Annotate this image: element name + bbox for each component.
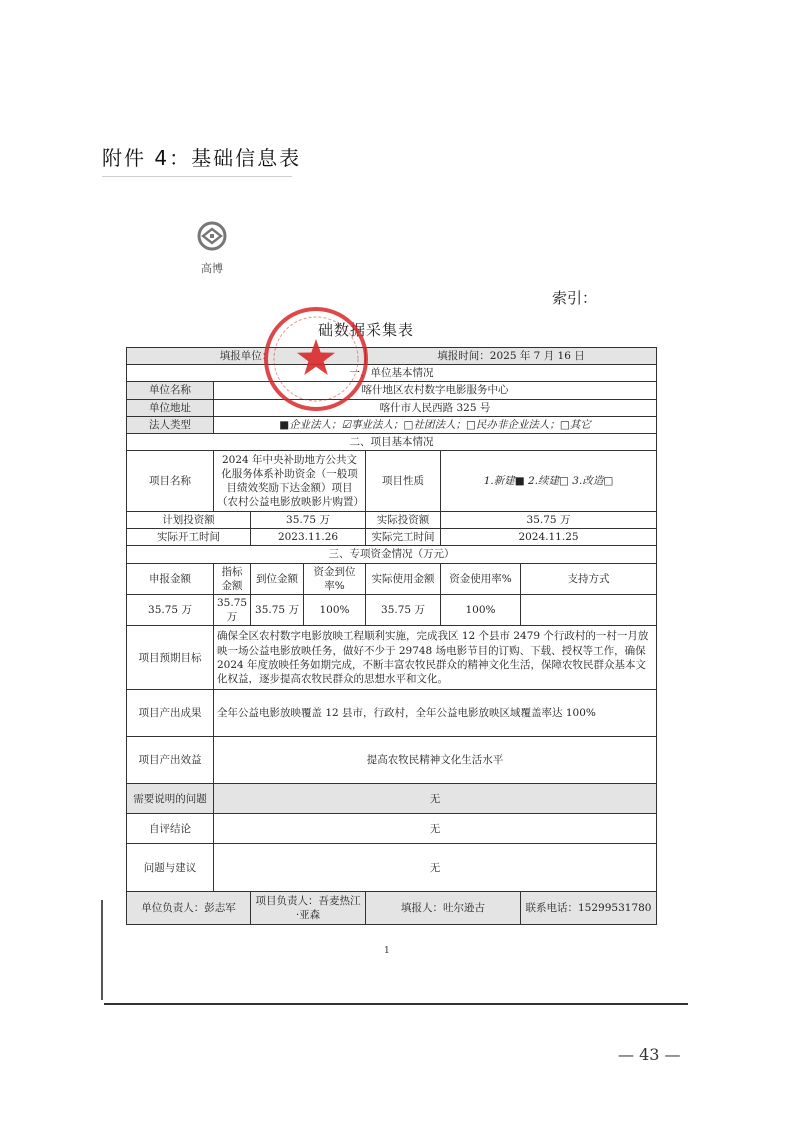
project-nature-label: 项目性质 (366, 451, 441, 512)
unit-address-value: 喀什市人民西路 325 号 (214, 399, 657, 416)
funds-value-cell (521, 594, 657, 625)
output-label: 项目产出成果 (127, 690, 214, 737)
scan-edge-line (101, 900, 103, 1000)
legal-type-label: 法人类型 (127, 416, 214, 433)
index-label: 索引： (552, 289, 598, 307)
logo-text: 高博 (201, 262, 223, 275)
page-number: 1 (384, 946, 390, 956)
section-funds-title: 三、专项资金情况（万元） (127, 546, 657, 563)
unit-address-label: 单位地址 (127, 399, 214, 416)
funds-header-cell: 指标金额 (214, 563, 251, 594)
logo (190, 220, 234, 276)
start-date-label: 实际开工时间 (127, 529, 251, 546)
logo-mark-icon (192, 220, 232, 254)
unit-head: 单位负责人：彭志军 (127, 892, 251, 925)
section-project-title: 二、项目基本情况 (127, 433, 657, 450)
goals-label: 项目预期目标 (127, 626, 214, 690)
goals-value: 确保全区农村数字电影放映工程顺利实施，完成我区 12 个县市 2479 个行政村的一村一月放映一场公益电影放映任务，做好不少于 29748 场电影节目的订购、下载、授权等工作，确保 2024 年度放映任务如期完成，不断丰富农牧民群众的精神文化生活，保障农牧民群众基本文化权益，逐步提高农牧民群众的思想水平和文化。 (214, 626, 657, 690)
funds-value-cell: 35.75 万 (366, 594, 441, 625)
issues-value: 无 (214, 784, 657, 814)
legal-type-options: ■企业法人；☑事业法人；□社团法人；□民办非企业法人；□其它 (214, 416, 657, 433)
funds-value-cell: 35.75 万 (251, 594, 304, 625)
suggestions-value: 无 (214, 844, 657, 892)
start-date-value: 2023.11.26 (251, 529, 366, 546)
funds-header-cell: 资金使用率% (441, 563, 521, 594)
funds-header-row (127, 563, 657, 594)
funds-header-cell: 资金到位率% (304, 563, 366, 594)
funds-value-cell: 100% (304, 594, 366, 625)
actual-investment-value: 35.75 万 (441, 512, 657, 529)
contact-phone: 联系电话：15299531780 (521, 892, 657, 925)
unit-name-value: 喀什地区农村数字电影服务中心 (214, 382, 657, 399)
heading-underline (102, 176, 292, 177)
issues-label: 需要说明的问题 (127, 784, 214, 814)
end-date-label: 实际完工时间 (366, 529, 441, 546)
funds-header-cell: 申报金额 (127, 563, 214, 594)
funds-header-cell: 支持方式 (521, 563, 657, 594)
end-date-value: 2024.11.25 (441, 529, 657, 546)
basic-info-table (126, 347, 657, 925)
section-unit-title: 一、单位基本情况 (127, 365, 657, 382)
report-unit-label: 填报单位： (127, 348, 366, 365)
funds-value-cell: 35.75 万 (214, 594, 251, 625)
filler-name: 填报人：吐尔逊古 (366, 892, 521, 925)
signature-row (127, 892, 657, 925)
project-head: 项目负责人：吾麦热江·亚森 (251, 892, 366, 925)
footer-page-number: — 43 — (618, 1045, 681, 1064)
funds-header-cell: 实际使用金额 (366, 563, 441, 594)
planned-investment-label: 计划投资额 (127, 512, 251, 529)
funds-value-row (127, 594, 657, 625)
benefit-label: 项目产出效益 (127, 737, 214, 784)
funds-value-cell: 100% (441, 594, 521, 625)
conclusion-label: 自评结论 (127, 814, 214, 844)
output-value: 全年公益电影放映覆盖 12 县市，行政村，全年公益电影放映区域覆盖率达 100% (214, 690, 657, 737)
benefit-value: 提高农牧民精神文化生活水平 (214, 737, 657, 784)
report-time: 填报时间：2025 年 7 月 16 日 (366, 348, 657, 365)
unit-name-label: 单位名称 (127, 382, 214, 399)
scan-bottom-rule (104, 1003, 688, 1005)
form-title: 础数据采集表 (318, 321, 415, 339)
attachment-heading: 附件 4：基础信息表 (102, 146, 302, 170)
planned-investment-value: 35.75 万 (251, 512, 366, 529)
conclusion-value: 无 (214, 814, 657, 844)
actual-investment-label: 实际投资额 (366, 512, 441, 529)
project-nature-value: 1.新建■ 2.续建□ 3.改造□ (441, 451, 657, 512)
header-row (127, 348, 657, 365)
funds-header-cell: 到位金额 (251, 563, 304, 594)
project-name-value: 2024 年中央补助地方公共文化服务体系补助资金（一般项目绩效奖励下达金额）项目（农村公益电影放映影片购置） (214, 451, 366, 512)
project-name-label: 项目名称 (127, 451, 214, 512)
funds-value-cell: 35.75 万 (127, 594, 214, 625)
suggestions-label: 问题与建议 (127, 844, 214, 892)
